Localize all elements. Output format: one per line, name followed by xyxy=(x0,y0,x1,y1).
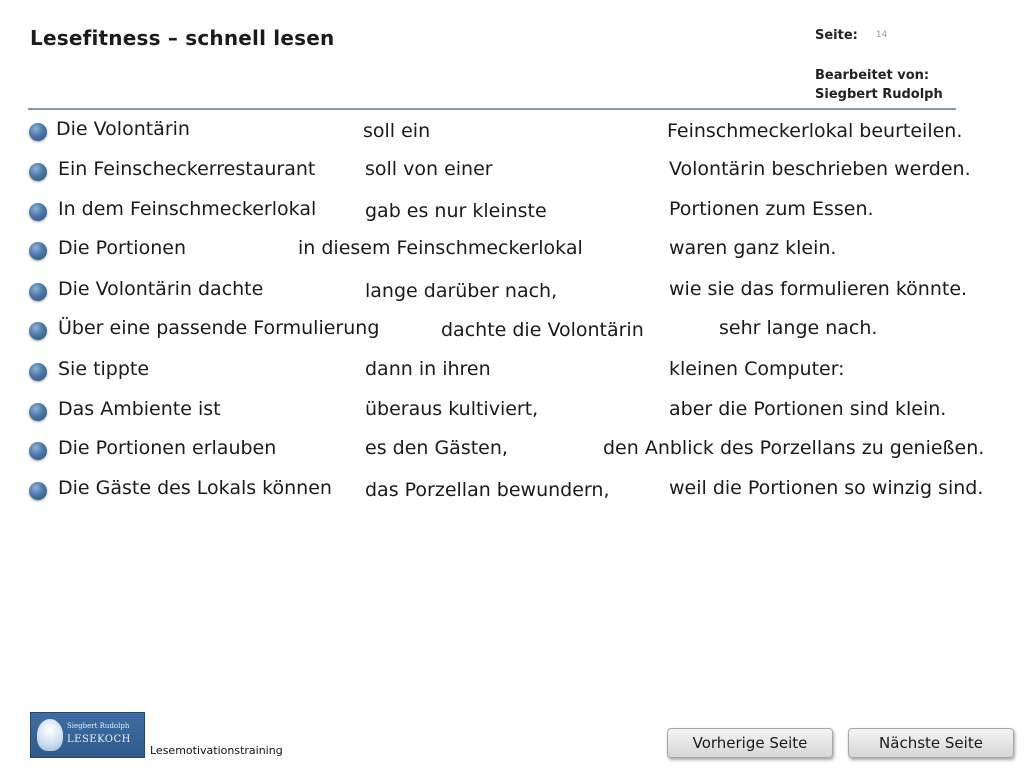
segment-b: in diesem Feinschmeckerlokal xyxy=(298,237,583,259)
segment-a: Die Portionen xyxy=(58,237,186,259)
segment-c: Feinschmeckerlokal beurteilen. xyxy=(667,120,963,142)
bullet-icon xyxy=(29,242,47,260)
editor-label: Bearbeitet von: xyxy=(815,68,930,83)
sentence-row xyxy=(0,118,1024,148)
bullet-icon xyxy=(29,363,47,381)
segment-c: den Anblick des Porzellans zu genießen. xyxy=(603,437,985,459)
footer-label: Lesemotivationstraining xyxy=(150,744,283,757)
page-number: 14 xyxy=(875,30,888,40)
editor-name: Siegbert Rudolph xyxy=(815,87,943,102)
bullet-icon xyxy=(29,403,47,421)
leesekoch-logo xyxy=(30,712,145,758)
segment-a: Die Gäste des Lokals können xyxy=(58,477,332,499)
segment-a: Die Volontärin xyxy=(56,118,190,140)
segment-a: Die Volontärin dachte xyxy=(58,278,264,300)
bullet-icon xyxy=(29,203,47,221)
header-divider xyxy=(28,108,956,110)
segment-b: das Porzellan bewundern, xyxy=(365,479,610,501)
segment-a: Sie tippte xyxy=(58,358,150,380)
segment-c: waren ganz klein. xyxy=(669,237,837,259)
sentence-row xyxy=(0,158,1024,188)
sentence-row xyxy=(0,278,1024,308)
bullet-icon xyxy=(29,442,47,460)
bullet-icon xyxy=(29,163,47,181)
sentence-row xyxy=(0,437,1024,467)
segment-a: In dem Feinschmeckerlokal xyxy=(58,198,317,220)
page-label: Seite: xyxy=(815,28,858,43)
previous-page-button[interactable]: Vorherige Seite xyxy=(667,728,833,758)
segment-b: es den Gästen, xyxy=(365,437,508,459)
logo-author: Siegbert Rudolph xyxy=(67,722,130,730)
segment-a: Die Portionen erlauben xyxy=(58,437,277,459)
next-page-button[interactable]: Nächste Seite xyxy=(848,728,1014,758)
editor-info xyxy=(815,66,943,104)
segment-b: dachte die Volontärin xyxy=(441,319,644,341)
logo-brand: LESEKOCH xyxy=(67,734,131,745)
sentence-row xyxy=(0,398,1024,428)
segment-b: soll ein xyxy=(363,120,431,142)
bullet-icon xyxy=(29,123,47,141)
segment-b: gab es nur kleinste xyxy=(365,200,547,222)
bullet-icon xyxy=(29,482,47,500)
segment-c: sehr lange nach. xyxy=(719,317,878,339)
bullet-icon xyxy=(29,322,47,340)
sentence-row xyxy=(0,198,1024,228)
sentence-row xyxy=(0,317,1024,347)
segment-c: Portionen zum Essen. xyxy=(669,198,874,220)
segment-b: soll von einer xyxy=(365,158,493,180)
segment-c: kleinen Computer: xyxy=(669,358,845,380)
segment-b: dann in ihren xyxy=(365,358,491,380)
segment-c: weil die Portionen so winzig sind. xyxy=(669,477,984,499)
segment-a: Über eine passende Formulierung xyxy=(58,317,380,339)
sentence-row xyxy=(0,477,1024,507)
sentence-row xyxy=(0,358,1024,388)
page-number-label xyxy=(815,28,887,43)
page-title: Lesefitness – schnell lesen xyxy=(30,26,335,50)
segment-c: Volontärin beschrieben werden. xyxy=(669,158,971,180)
segment-c: aber die Portionen sind klein. xyxy=(669,398,947,420)
segment-a: Das Ambiente ist xyxy=(58,398,221,420)
segment-b: lange darüber nach, xyxy=(365,280,558,302)
sentence-row xyxy=(0,237,1024,267)
segment-b: überaus kultiviert, xyxy=(365,398,539,420)
segment-c: wie sie das formulieren könnte. xyxy=(669,278,968,300)
lightbulb-icon xyxy=(37,719,63,751)
segment-a: Ein Feinscheckerrestaurant xyxy=(58,158,316,180)
bullet-icon xyxy=(29,283,47,301)
